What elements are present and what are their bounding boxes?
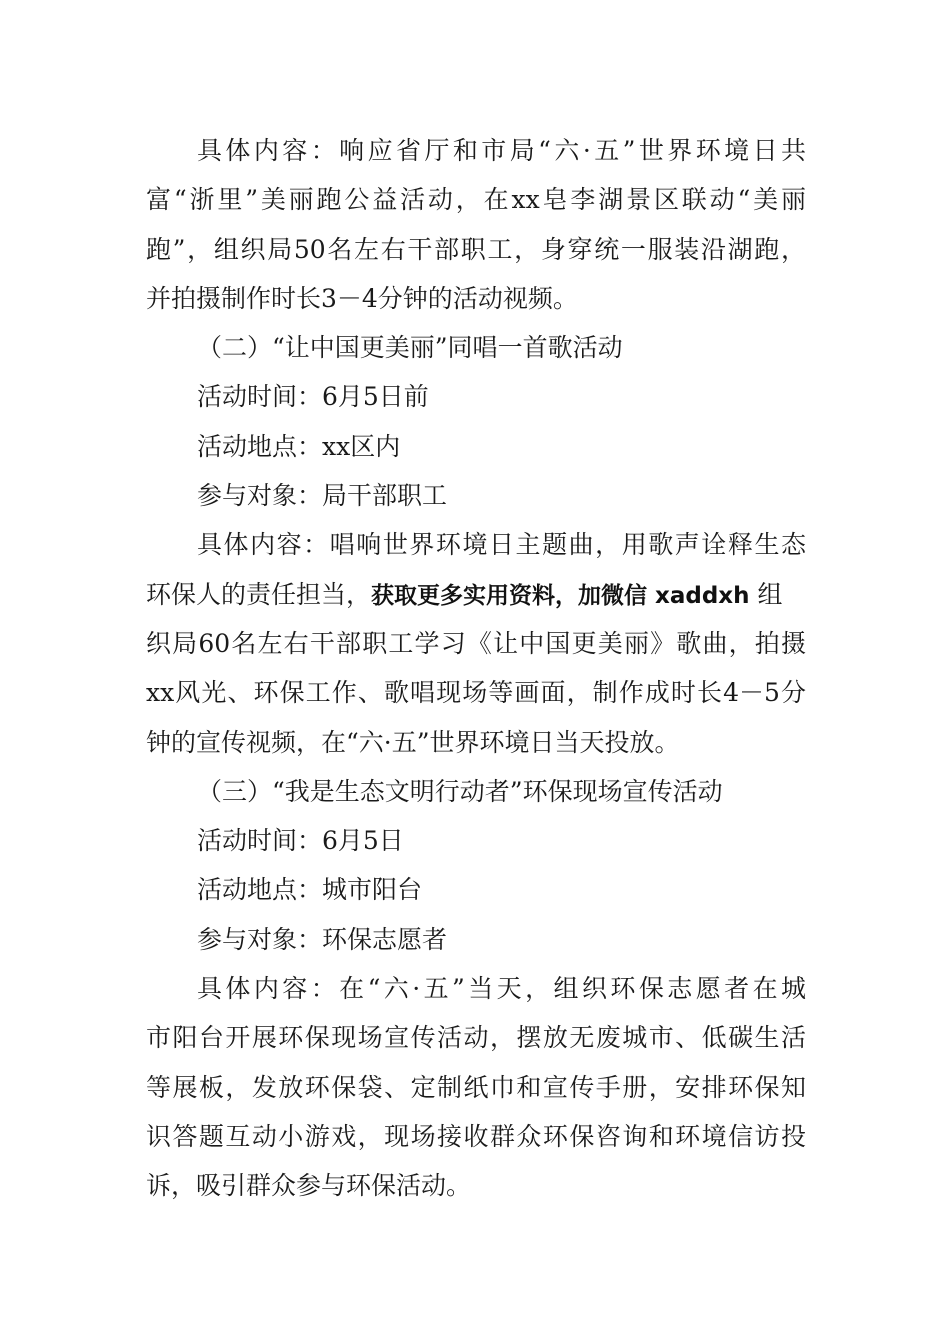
section-heading: （三）“我是生态文明行动者”环保现场宣传活动 <box>197 776 723 806</box>
activity-participants: 参与对象：局干部职工 <box>197 481 448 511</box>
paragraph-line: 市阳台开展环保现场宣传活动，摆放无废城市、低碳生活 <box>146 1023 806 1053</box>
paragraph-line: 富“浙里”美丽跑公益活动，在xx皂李湖景区联动“美丽 <box>146 185 806 215</box>
promo-highlight-text: 获取更多实用资料，加微信 xaddxh <box>371 582 750 609</box>
activity-time: 活动时间：6月5日 <box>197 826 404 856</box>
paragraph-line: 诉，吸引群众参与环保活动。 <box>146 1171 472 1201</box>
paragraph-line: 具体内容：响应省厅和市局“六·五”世界环境日共 <box>197 136 806 165</box>
activity-time: 活动时间：6月5日前 <box>197 382 429 412</box>
section-heading: （二）“让中国更美丽”同唱一首歌活动 <box>197 333 623 363</box>
paragraph-line: 具体内容：在“六·五”当天，组织环保志愿者在城 <box>197 974 806 1004</box>
paragraph-line: xx风光、环保工作、歌唱现场等画面，制作成时长4－5分 <box>146 678 806 708</box>
activity-place: 活动地点：城市阳台 <box>197 875 423 905</box>
paragraph-line <box>146 570 806 619</box>
paragraph-text: 组 <box>757 579 783 609</box>
paragraph-line: 钟的宣传视频，在“六·五”世界环境日当天投放。 <box>146 727 680 757</box>
paragraph-line: 跑”，组织局50名左右干部职工，身穿统一服装沿湖跑， <box>146 234 806 264</box>
activity-place: 活动地点：xx区内 <box>197 431 401 461</box>
document-body <box>146 126 806 1211</box>
paragraph-text: 环保人的责任担当， <box>146 579 372 609</box>
paragraph-line: 织局60名左右干部职工学习《让中国更美丽》歌曲，拍摄 <box>146 628 806 658</box>
paragraph-line: 并拍摄制作时长3－4分钟的活动视频。 <box>146 283 578 313</box>
activity-participants: 参与对象：环保志愿者 <box>197 924 448 954</box>
paragraph-line: 具体内容：唱响世界环境日主题曲，用歌声诠释生态 <box>197 530 806 560</box>
paragraph-line: 识答题互动小游戏，现场接收群众环保咨询和环境信访投 <box>146 1121 806 1151</box>
paragraph-line: 等展板，发放环保袋、定制纸巾和宣传手册，安排环保知 <box>146 1072 806 1102</box>
